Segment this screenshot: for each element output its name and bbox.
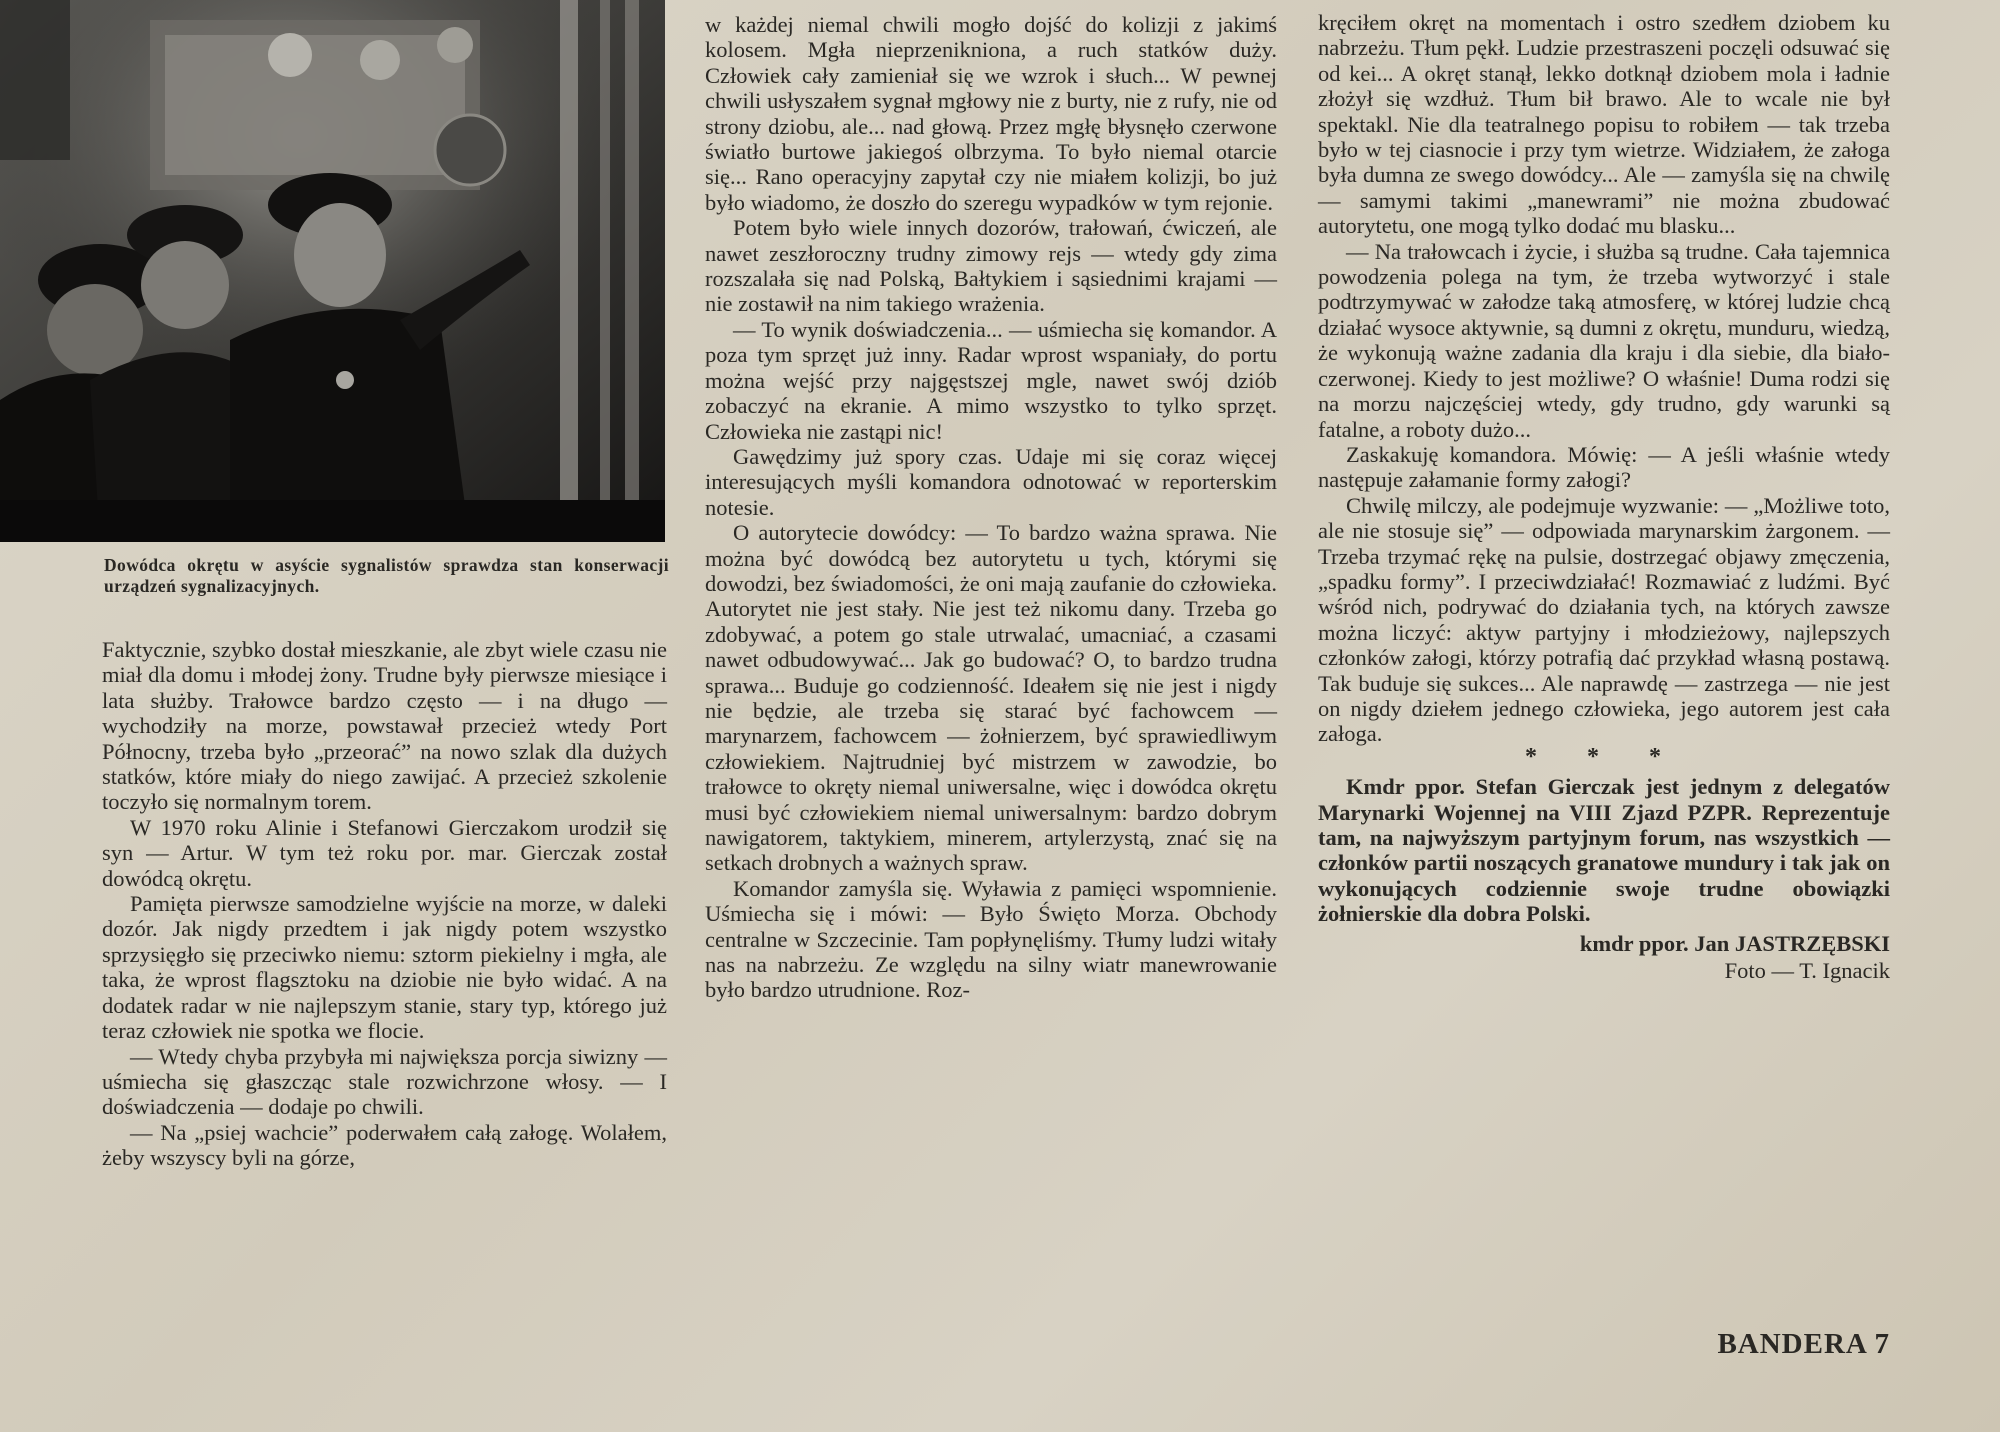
paragraph: Chwilę milczy, ale podejmuje wyzwanie: — „Możliwe toto, ale nie stosuje się” — odpowiada marynarskim żargonem. — Trzeba trzymać rękę na pulsie, dostrzegać objawy zmęczenia, „spadku formy”. I przeciwdziałać! Rozmawiać z ludźmi. Być wśród nich, podrywać do działania tych, na których zawsze można liczyć: aktyw partyjny i młodzieżowy, najlepszych członków załogi, którzy potrafią dać przykład własną postawą. Tak buduje się sukces... Ale naprawdę — zastrzega — nie jest on nigdy dziełem jednego człowieka, jego autorem jest cała załoga.	[1318, 492, 1890, 747]
closing-note: Kmdr ppor. Stefan Gierczak jest jednym z delegatów Marynarki Wojennej na VIII Zjazd PZPR. Reprezentuje tam, na najwyższym partyjnym forum, nas wszystkich — członków partii noszących granatowe mundury i tak jak on wykonujących codziennie swoje trudne obowiązki żołnierskie dla dobra Polski.	[1318, 774, 1890, 927]
paragraph: Zaskakuję komandora. Mówię: — A jeśli właśnie wtedy następuje załamanie formy załogi?	[1318, 441, 1890, 493]
page-footer: BANDERA 7	[1717, 1328, 1890, 1360]
photo-illustration	[0, 0, 665, 542]
photo-credit: Foto — T. Ignacik	[1724, 958, 1890, 984]
paragraph: kręciłem okręt na momentach i ostro szedłem dziobem ku nabrzeżu. Tłum pękł. Ludzie przestraszeni poczęli odsuwać się od kei... A okręt stanął, lekko dotknął dziobem mola i ładnie złożył się wzdłuż. Tłum bił brawo. Ale to wcale nie był spektakl. Nie dla teatralnego popisu to robiłem — tak trzeba było w tej ciasnocie i przy tym wietrze. Widziałem, że załoga była dumna ze swego dowódcy... Ale — zamyśla się na chwilę — samymi takimi „manewrami” nie można zbudować autorytetu, one mogą tylko dodać mu blasku...	[1318, 10, 1890, 239]
photo-caption: Dowódca okrętu w asyście sygnalistów sprawdza stan konserwacji urządzeń sygnalizacyjnych.	[104, 555, 669, 596]
paragraph: w każdej niemal chwili mogło dojść do kolizji z jakimś kolosem. Mgła nieprzenikniona, a ruch statków duży. Człowiek cały zamieniał się we wzrok i słuch... W pewnej chwili usłyszałem sygnał mgłowy nie z burty, nie z rufy, nie od strony dziobu, ale... nad głową. Przez mgłę błysnęło czerwone światło burtowe jakiegoś olbrzyma. To było niemal otarcie się... Rano operacyjny zapytał czy nie miałem kolizji, bo już było wiadomo, że doszło do szeregu wypadków w tym rejonie.	[705, 12, 1277, 215]
article-column-2	[705, 12, 1277, 1003]
paragraph: W 1970 roku Alinie i Stefanowi Gierczakom urodził się syn — Artur. W tym też roku por. mar. Gierczak został dowódcą okrętu.	[102, 814, 667, 891]
author-byline: kmdr ppor. Jan JASTRZĘBSKI	[1579, 930, 1890, 956]
paragraph: — Wtedy chyba przybyła mi największa porcja siwizny — uśmiecha się głaszcząc stale rozwichrzone włosy. — I doświadczenia — dodaje po chwili.	[102, 1043, 667, 1120]
article-photo	[0, 0, 665, 542]
paragraph: — To wynik doświadczenia... — uśmiecha się komandor. A poza tym sprzęt już inny. Radar wprost wspaniały, do portu można wejść przy najgęstszej mgle, nawet swój dziób zobaczyć na ekranie. A mimo wszystko to tylko sprzęt. Człowieka nie zastąpi nic!	[705, 316, 1277, 444]
paragraph: Gawędzimy już spory czas. Udaje mi się coraz więcej interesujących myśli komandora odnotować w reporterskim notesie.	[705, 443, 1277, 520]
paragraph: — Na „psiej wachcie” poderwałem całą załogę. Wolałem, żeby wszyscy byli na górze,	[102, 1119, 667, 1171]
paragraph: Pamięta pierwsze samodzielne wyjście na morze, w daleki dozór. Jak nigdy przedtem i jak nigdy potem wszystko sprzysięgło się przeciwko niemu: sztorm piekielny i mgła, ale taka, że wprost flagsztoku na dziobie nie było widać. A na dodatek radar w nie najlepszym stanie, stary typ, którego już teraz człowiek nie spotka we flocie.	[102, 891, 667, 1044]
article-column-1	[102, 637, 667, 1171]
section-separator: * * *	[1525, 743, 1683, 770]
paragraph: O autorytecie dowódcy: — To bardzo ważna sprawa. Nie można być dowódcą bez autorytetu u tych, którymi się dowodzi, bez świadomości, że oni mają zaufanie do człowieka. Autorytet nie jest stały. Nie jest też nikomu dany. Trzeba go zdobywać, a potem go stale utrwalać, umacniać, a czasami nawet odbudowywać... Jak go budować? O, to bardzo trudna sprawa... Buduje go codzienność. Ideałem się nie jest i nigdy nie będzie, ale trzeba się starać być fachowcem — marynarzem, fachowcem — żołnierzem, być sprawiedliwym człowiekiem. Najtrudniej być mistrzem w zawodzie, bo trałowce to okręty niemal uniwersalne, więc i dowódca okrętu musi być człowiekiem niemal uniwersalnym: bardzo dobrym nawigatorem, taktykiem, minerem, artylerzystą, znać się na setkach drobnych a ważnych spraw.	[705, 520, 1277, 876]
paragraph: Faktycznie, szybko dostał mieszkanie, ale zbyt wiele czasu nie miał dla domu i młodej żony. Trudne były pierwsze miesiące i lata służby. Trałowce bardzo często — i na długo — wychodziły na morze, powstawał przecież wtedy Port Północny, trzeba było „przeorać” na nowo szlak dla dużych statków, które miały do niego zawijać. A przecież szkolenie toczyło się normalnym torem.	[102, 637, 667, 815]
paragraph: Komandor zamyśla się. Wyławia z pamięci wspomnienie. Uśmiecha się i mówi: — Było Święto Morza. Obchody centralne w Szczecinie. Tam popłynęliśmy. Tłumy ludzi witały nas na nabrzeżu. Ze względu na silny wiatr manewrowanie było bardzo utrudnione. Roz-	[705, 875, 1277, 1003]
paragraph: Potem było wiele innych dozorów, trałowań, ćwiczeń, ale nawet zeszłoroczny trudny zimowy rejs — wtedy gdy zima rozszalała się nad Polską, Bałtykiem i sąsiednimi krajami — nie zostawił na nim takiego wrażenia.	[705, 215, 1277, 317]
article-column-3	[1318, 10, 1890, 983]
paragraph: — Na trałowcach i życie, i służba są trudne. Cała tajemnica powodzenia polega na tym, że trzeba wytworzyć i stale podtrzymywać w załodze taką atmosferę, w której ludzie chcą działać wysoce aktywnie, są dumni z okrętu, munduru, wiedzą, że wykonują ważne zadania dla kraju i dla siebie, dla biało-czerwonej. Kiedy to jest możliwe? O właśnie! Duma rodzi się na morzu najczęściej wtedy, gdy trudno, gdy warunki są fatalne, a roboty dużo...	[1318, 238, 1890, 442]
